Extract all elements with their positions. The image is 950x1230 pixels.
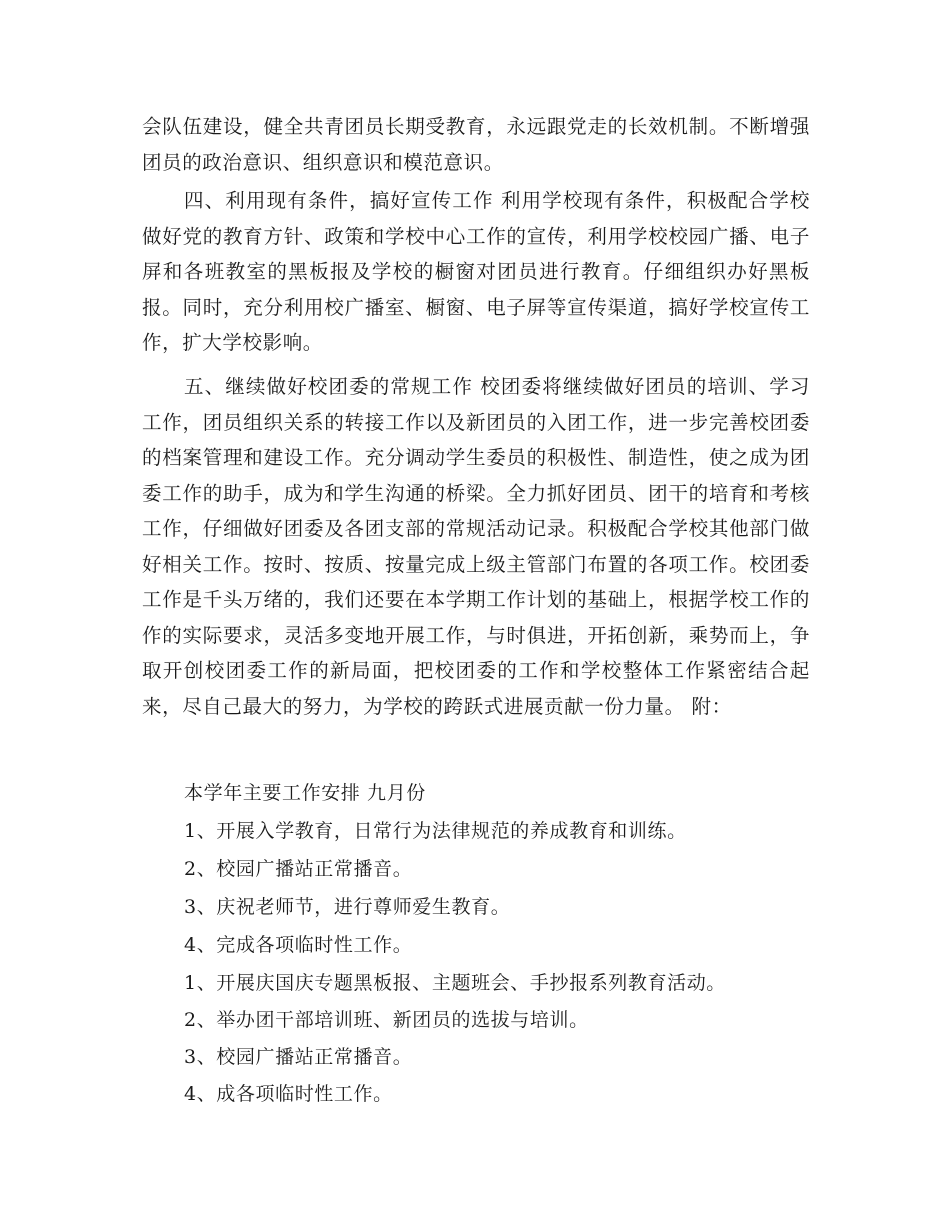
list-item: 1、开展庆国庆专题黑板报、主题班会、手抄报系列教育活动。 (184, 972, 726, 994)
list-item: 4、完成各项临时性工作。 (184, 934, 413, 956)
list-item: 2、举办团干部培训班、新团员的选拔与培训。 (184, 1009, 589, 1031)
list-item: 4、成各项临时性工作。 (184, 1083, 393, 1105)
list-item: 3、庆祝老师节，进行尊师爱生教育。 (184, 896, 511, 918)
list-item: 2、校园广播站正常播音。 (184, 858, 413, 880)
paragraph-section-four: 四、利用现有条件，搞好宣传工作 利用学校现有条件，积极配合学校做好党的教育方针、政策和学校中心工作的宣传，利用学校校园广播、电子屏和各班教室的黑板报及学校的橱窗对团员进行教育。仔细组织办好黑板报。同时，充分利用校广播室、橱窗、电子屏等宣传渠道，搞好学校宣传工作，扩大学校影响。 (142, 189, 810, 354)
list-item: 1、开展入学教育，日常行为法律规范的养成教育和训练。 (184, 820, 687, 842)
schedule-heading: 本学年主要工作安排 九月份 (184, 782, 426, 804)
paragraph-section-five: 五、继续做好校团委的常规工作 校团委将继续做好团员的培训、学习工作，团员组织关系的转接工作以及新团员的入团工作，进一步完善校团委的档案管理和建设工作。充分调动学生委员的积极性、制造性，使之成为团委工作的助手，成为和学生沟通的桥梁。全力抓好团员、团干的培育和考核工作，仔细做好团委及各团支部的常规活动记录。积极配合学校其他部门做好相关工作。按时、按质、按量完成上级主管部门布置的各项工作。校团委工作是千头万绪的，我们还要在本学期工作计划的基础上，根据学校工作的作的实际要求，灵活多变地开展工作，与时俱进，开拓创新，乘势而上，争取开创校团委工作的新局面，把校团委的工作和学校整体工作紧密结合起来，尽自己最大的努力，为学校的跨跃式进展贡献一份力量。 附： (142, 375, 810, 718)
list-item: 3、校园广播站正常播音。 (184, 1046, 413, 1068)
paragraph-continuation: 会队伍建设，健全共青团员长期受教育，永远跟党走的长效机制。不断增强团员的政治意识、组织意识和模范意识。 (142, 115, 810, 174)
